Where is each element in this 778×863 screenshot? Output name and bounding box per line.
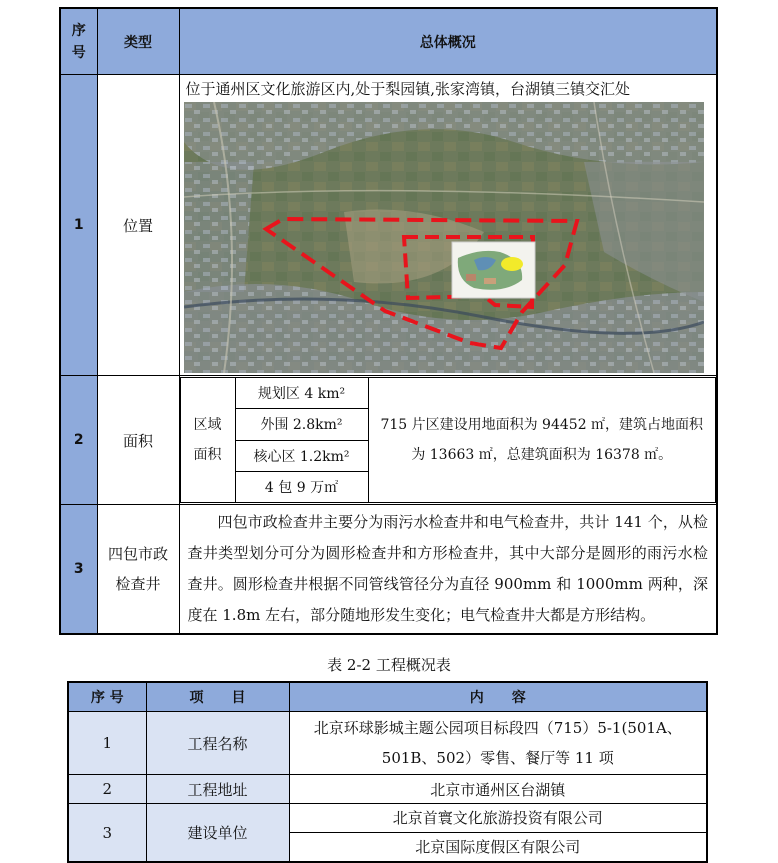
project-row <box>68 775 707 804</box>
header-item: 项 目 <box>146 682 289 712</box>
project-name: 北京环球影城主题公园项目标段四（715）5-1(501A、501B、502）零售、餐厅等 11 项 <box>289 712 707 775</box>
builder-cell <box>289 804 707 863</box>
area-core: 核心区 1.2km² <box>235 440 368 471</box>
row-number: 1 <box>60 75 97 376</box>
project-row <box>68 712 707 775</box>
header-type: 类型 <box>97 8 179 75</box>
table-caption: 表 2-2 工程概况表 <box>327 656 451 674</box>
row-number: 3 <box>68 804 146 863</box>
row-item: 工程名称 <box>146 712 289 775</box>
area-planning: 规划区 4 km² <box>235 378 368 409</box>
builder-name: 北京国际度假区有限公司 <box>415 838 581 856</box>
row-area <box>60 376 717 505</box>
row-number: 2 <box>68 775 146 804</box>
header-content: 内 容 <box>289 682 707 712</box>
manhole-description: 四包市政检查井主要分为雨污水检查井和电气检查井，共计 141 个，从检查井类型划分可分为圆形检查井和方形检查井，其中大部分是圆形的雨污水检查井。圆形检查井根据不同管线管径分为直径 900mm 和 1000mm 两种，深度在 1.8m 左右，部分随地形发生变化；电气检查井大都是方形结构。 <box>179 505 717 635</box>
area-description: 715 片区建设用地面积为 94452 ㎡，建筑占地面积为 13663 ㎡，总建筑面积为 16378 ㎡。 <box>368 378 716 503</box>
area-package4: 4 包 9 万㎡ <box>235 471 368 502</box>
project-address: 北京市通州区台湖镇 <box>289 775 707 804</box>
row-type: 面积 <box>97 376 179 505</box>
row-number: 1 <box>68 712 146 775</box>
row-number: 3 <box>60 505 97 635</box>
row-item: 工程地址 <box>146 775 289 804</box>
region-area-label: 区域 面积 <box>180 378 235 503</box>
project-row <box>68 804 707 863</box>
overview-table <box>59 7 718 635</box>
row-type: 四包市政 检查井 <box>97 505 179 635</box>
header-seq: 序 号 <box>68 682 146 712</box>
row-location <box>60 75 717 376</box>
area-periphery: 外围 2.8km² <box>235 409 368 440</box>
satellite-map <box>184 102 704 373</box>
overview-header-row <box>60 8 717 75</box>
project-table <box>67 681 708 863</box>
yellow-highlight <box>501 257 523 271</box>
location-cell <box>179 75 717 376</box>
row-number: 2 <box>60 376 97 505</box>
project-header-row <box>68 682 707 712</box>
row-item: 建设单位 <box>146 804 289 863</box>
area-cell <box>179 376 717 505</box>
location-text: 位于通州区文化旅游区内,处于梨园镇,张家湾镇，台湖镇三镇交汇处 <box>185 80 631 98</box>
header-seq: 序 号 <box>60 8 97 75</box>
builder-name: 北京首寰文化旅游投资有限公司 <box>290 804 707 833</box>
row-manholes <box>60 505 717 635</box>
area-inner-table <box>180 377 717 503</box>
header-overview: 总体概况 <box>179 8 717 75</box>
row-type: 位置 <box>97 75 179 376</box>
